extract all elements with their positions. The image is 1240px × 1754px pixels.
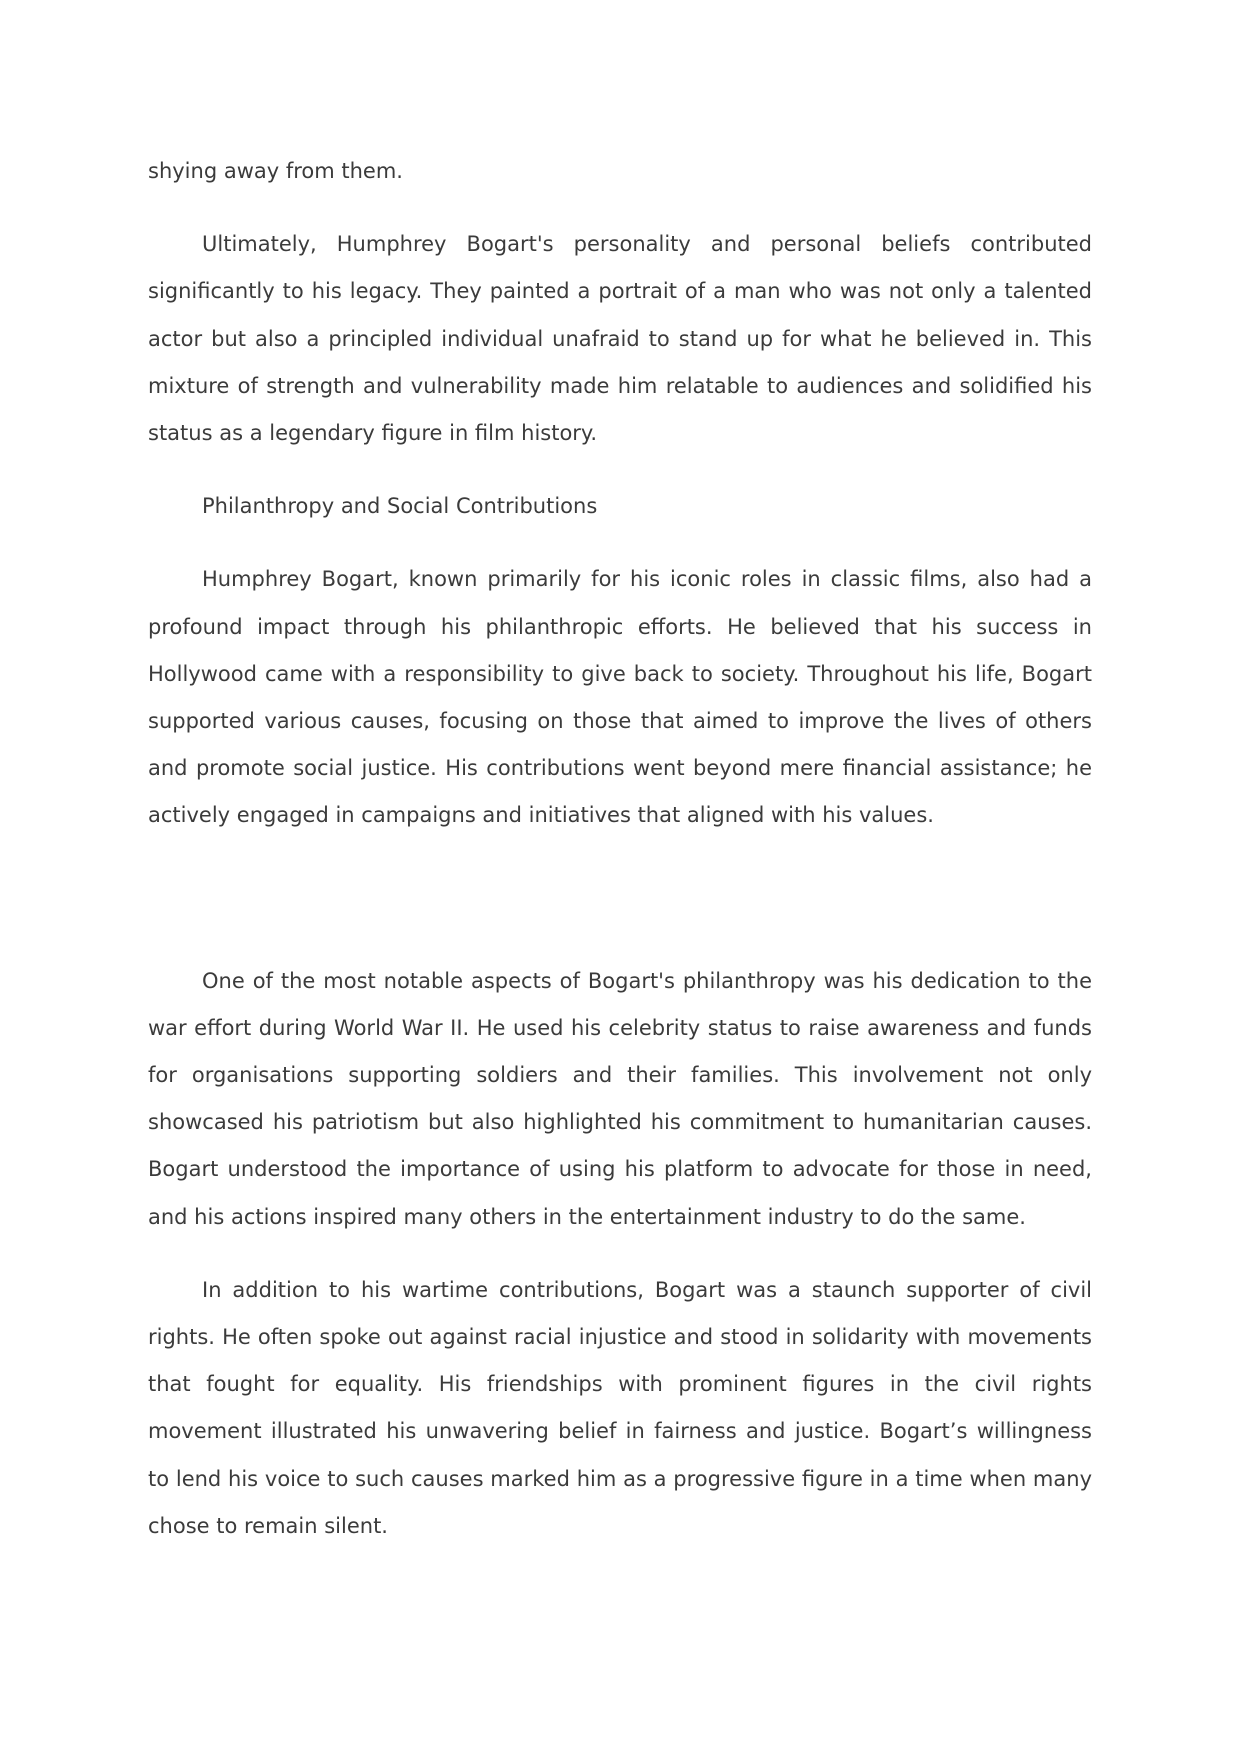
paragraph-spacer [148,1241,1092,1267]
paragraph-spacer [148,530,1092,556]
paragraph-legacy: Ultimately, Humphrey Bogart's personality and personal beliefs contributed significantly to his legacy. They painted a portrait of a man who was not only a talented actor but also a principled individual unafraid to stand up for what he believed in. This mixture of strength and vulnerability made him relatable to audiences and solidified his status as a legendary figure in film history. [148,232,1092,446]
paragraph-war-effort: One of the most notable aspects of Bogart's philanthropy was his dedication to the war effort during World War II. He used his celebrity status to raise awareness and funds for organisations supporting soldiers and their families. This involvement not only showcased his patriotism but also highlighted his commitment to humanitarian causes. Bogart understood the importance of using his platform to advocate for those in need, and his actions inspired many others in the entertainment industry to do the same. [148,968,1092,1229]
paragraph-philanthropy: Humphrey Bogart, known primarily for his iconic roles in classic films, also had a profound impact through his philanthropic efforts. He believed that his success in Hollywood came with a responsibility to give back to society. Throughout his life, Bogart supported various causes, focusing on those that aimed to improve the lives of others and promote social justice. His contributions went beyond mere financial assistance; he actively engaged in campaigns and initiatives that aligned with his values. [148,567,1092,828]
paragraph-spacer [148,195,1092,221]
section-heading: Philanthropy and Social Contributions [202,494,598,519]
paragraph-spacer [148,457,1092,483]
document-body [148,148,1092,1550]
paragraph-continuation: shying away from them. [148,159,403,183]
section-gap [148,840,1092,958]
paragraph-civil-rights: In addition to his wartime contributions, Bogart was a staunch supporter of civil rights. He often spoke out against racial injustice and stood in solidarity with movements that fought for equality. His friendships with prominent figures in the civil rights movement illustrated his unwavering belief in fairness and justice. Bogart’s willingness to lend his voice to such causes marked him as a progressive figure in a time when many chose to remain silent. [148,1277,1092,1538]
